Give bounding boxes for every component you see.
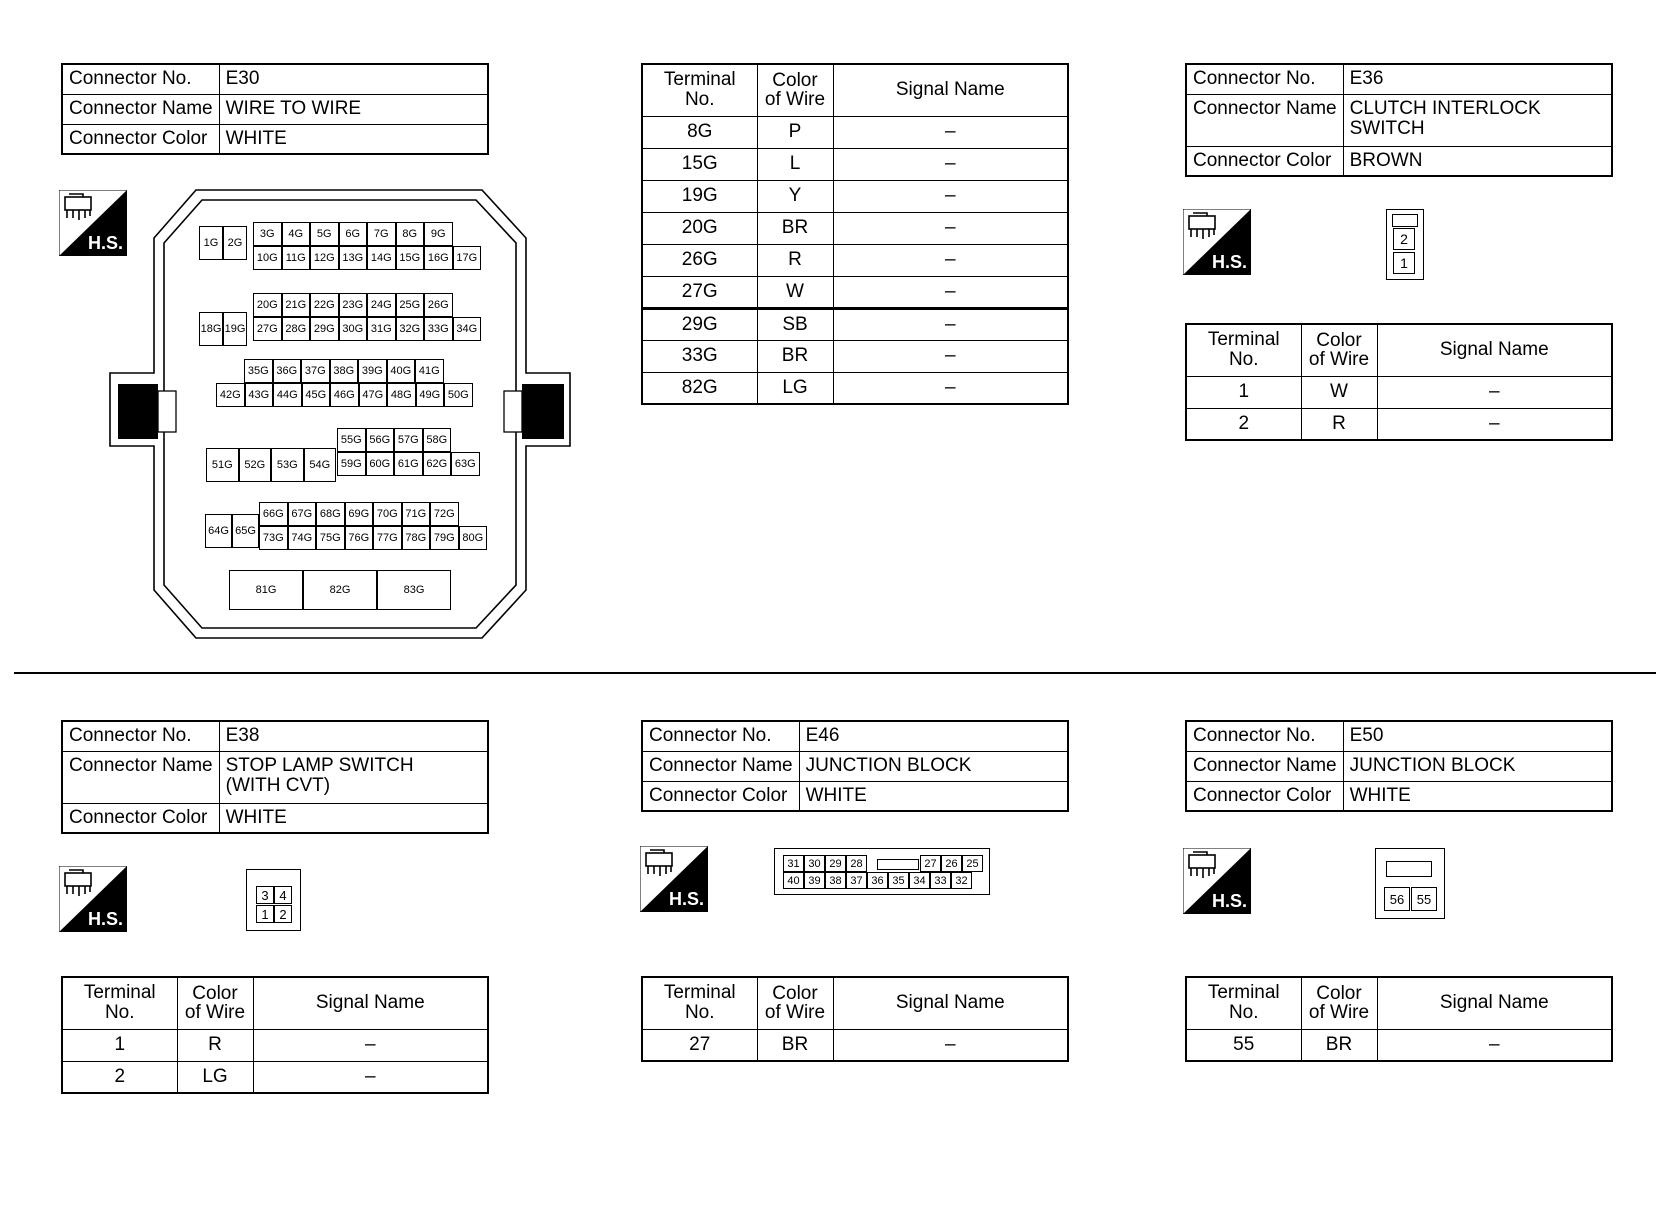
wire-color-cell: LG bbox=[177, 1061, 253, 1093]
signal-name-cell: – bbox=[1377, 408, 1612, 440]
pin-8g: 8G bbox=[396, 222, 425, 246]
pin-45g: 45G bbox=[302, 383, 331, 407]
connector-color-label: Connector Color bbox=[1186, 146, 1343, 176]
terminal-no-cell: 1 bbox=[62, 1029, 177, 1061]
pin-9g: 9G bbox=[424, 222, 453, 246]
pin-39: 39 bbox=[804, 872, 825, 889]
terminal-row bbox=[642, 308, 1068, 340]
pin-67g: 67G bbox=[288, 502, 317, 526]
terminal-row bbox=[642, 180, 1068, 212]
pin-27: 27 bbox=[920, 855, 941, 872]
terminal-row bbox=[62, 1029, 488, 1061]
pin-40: 40 bbox=[783, 872, 804, 889]
connector-name-label: Connector Name bbox=[62, 751, 219, 803]
pin-4g: 4G bbox=[282, 222, 311, 246]
pin-44g: 44G bbox=[273, 383, 302, 407]
wire-color-cell: BR bbox=[757, 340, 833, 372]
terminal-no-header: Terminal No. bbox=[642, 64, 757, 116]
terminal-no-cell: 27G bbox=[642, 276, 757, 308]
pin-68g: 68G bbox=[316, 502, 345, 526]
terminal-no-cell: 55 bbox=[1186, 1029, 1301, 1061]
signal-name-header: Signal Name bbox=[1377, 977, 1612, 1029]
signal-name-cell: – bbox=[833, 244, 1068, 276]
pin-29: 29 bbox=[825, 855, 846, 872]
pin-54g: 54G bbox=[304, 448, 337, 482]
e30-terminal-table bbox=[641, 63, 1069, 405]
wire-color-cell: W bbox=[1301, 376, 1377, 408]
pin-31g: 31G bbox=[367, 317, 396, 341]
wire-color-cell: R bbox=[1301, 408, 1377, 440]
signal-name-cell: – bbox=[1377, 1029, 1612, 1061]
wire-color-cell: R bbox=[757, 244, 833, 276]
signal-name-cell: – bbox=[833, 340, 1068, 372]
pin-2: 2 bbox=[1393, 228, 1415, 250]
pin-36g: 36G bbox=[273, 359, 302, 383]
pin-25: 25 bbox=[962, 855, 983, 872]
pin-65g: 65G bbox=[232, 514, 259, 548]
pin-18g: 18G bbox=[199, 312, 223, 346]
terminal-no-header: Terminal No. bbox=[1186, 324, 1301, 376]
connector-no-value: E38 bbox=[219, 721, 488, 751]
connector-no-value: E30 bbox=[219, 64, 488, 94]
pin-37g: 37G bbox=[301, 359, 330, 383]
e36-connector-face bbox=[1386, 209, 1424, 280]
pin-51g: 51G bbox=[206, 448, 239, 482]
signal-name-cell: – bbox=[833, 180, 1068, 212]
pin-27g: 27G bbox=[253, 317, 282, 341]
pin-3g: 3G bbox=[253, 222, 282, 246]
connector-no-value: E36 bbox=[1343, 64, 1612, 94]
pin-64g: 64G bbox=[205, 514, 232, 548]
pin-33: 33 bbox=[930, 872, 951, 889]
pin-60g: 60G bbox=[366, 452, 395, 476]
pin-82g: 82G bbox=[303, 570, 377, 610]
connector-color-value: WHITE bbox=[219, 124, 488, 154]
signal-name-cell: – bbox=[833, 116, 1068, 148]
terminal-row bbox=[642, 276, 1068, 308]
pin-32: 32 bbox=[951, 872, 972, 889]
terminal-no-cell: 8G bbox=[642, 116, 757, 148]
wire-color-cell: W bbox=[757, 276, 833, 308]
pin-29g: 29G bbox=[310, 317, 339, 341]
signal-name-cell: – bbox=[833, 1029, 1068, 1061]
connector-no-label: Connector No. bbox=[1186, 64, 1343, 94]
terminal-row bbox=[1186, 376, 1612, 408]
terminal-row bbox=[1186, 1029, 1612, 1061]
signal-name-cell: – bbox=[253, 1061, 488, 1093]
terminal-no-cell: 15G bbox=[642, 148, 757, 180]
hs-harness-side-icon: H.S. bbox=[1183, 848, 1251, 914]
pin-15g: 15G bbox=[396, 246, 425, 270]
pin-34: 34 bbox=[909, 872, 930, 889]
signal-name-cell: – bbox=[833, 372, 1068, 404]
pin-42g: 42G bbox=[216, 383, 245, 407]
pin-21g: 21G bbox=[282, 293, 311, 317]
pin-17g: 17G bbox=[453, 246, 482, 270]
pin-33g: 33G bbox=[424, 317, 453, 341]
terminal-row bbox=[642, 372, 1068, 404]
pin-52g: 52G bbox=[239, 448, 272, 482]
pin-73g: 73G bbox=[259, 526, 288, 550]
pin-24g: 24G bbox=[367, 293, 396, 317]
pin-57g: 57G bbox=[394, 428, 423, 452]
e46-connector-face bbox=[774, 848, 990, 895]
pin-11g: 11G bbox=[282, 246, 311, 270]
pin-7g: 7G bbox=[367, 222, 396, 246]
signal-name-cell: – bbox=[833, 276, 1068, 308]
pin-78g: 78G bbox=[402, 526, 431, 550]
e50-terminal-table bbox=[1185, 976, 1613, 1062]
terminal-no-header: Terminal No. bbox=[642, 977, 757, 1029]
e46-info-table bbox=[641, 720, 1069, 812]
connector-no-label: Connector No. bbox=[62, 721, 219, 751]
connector-name-value: JUNCTION BLOCK bbox=[799, 751, 1068, 781]
color-of-wire-header: Color of Wire bbox=[1301, 977, 1377, 1029]
connector-color-label: Connector Color bbox=[62, 124, 219, 154]
pin-20g: 20G bbox=[253, 293, 282, 317]
pin-80g: 80G bbox=[459, 526, 488, 550]
pin-58g: 58G bbox=[423, 428, 452, 452]
terminal-row bbox=[642, 340, 1068, 372]
wire-color-cell: L bbox=[757, 148, 833, 180]
connector-name-label: Connector Name bbox=[1186, 751, 1343, 781]
signal-name-header: Signal Name bbox=[253, 977, 488, 1029]
terminal-no-cell: 29G bbox=[642, 308, 757, 340]
terminal-no-cell: 26G bbox=[642, 244, 757, 276]
pin-32g: 32G bbox=[396, 317, 425, 341]
pin-74g: 74G bbox=[288, 526, 317, 550]
color-of-wire-header: Color of Wire bbox=[757, 64, 833, 116]
connector-color-value: WHITE bbox=[1343, 781, 1612, 811]
pin-53g: 53G bbox=[271, 448, 304, 482]
connector-name-label: Connector Name bbox=[1186, 94, 1343, 146]
color-of-wire-header: Color of Wire bbox=[1301, 324, 1377, 376]
pin-16g: 16G bbox=[424, 246, 453, 270]
pin-13g: 13G bbox=[339, 246, 368, 270]
terminal-no-cell: 27 bbox=[642, 1029, 757, 1061]
hs-harness-side-icon: H.S. bbox=[1183, 209, 1251, 275]
pin-23g: 23G bbox=[339, 293, 368, 317]
pin-56g: 56G bbox=[366, 428, 395, 452]
key-slot bbox=[877, 859, 919, 870]
pin-37: 37 bbox=[846, 872, 867, 889]
pin-39g: 39G bbox=[358, 359, 387, 383]
pin-35g: 35G bbox=[244, 359, 273, 383]
pin-31: 31 bbox=[783, 855, 804, 872]
terminal-row bbox=[1186, 408, 1612, 440]
wire-color-cell: R bbox=[177, 1029, 253, 1061]
terminal-row bbox=[642, 1029, 1068, 1061]
e30-info-table bbox=[61, 63, 489, 155]
wire-color-cell: BR bbox=[1301, 1029, 1377, 1061]
e30-connector-face bbox=[108, 188, 574, 640]
connector-no-value: E46 bbox=[799, 721, 1068, 751]
color-of-wire-header: Color of Wire bbox=[177, 977, 253, 1029]
pin-72g: 72G bbox=[430, 502, 459, 526]
pin-19g: 19G bbox=[223, 312, 247, 346]
pin-40g: 40G bbox=[387, 359, 416, 383]
pin-61g: 61G bbox=[394, 452, 423, 476]
signal-name-cell: – bbox=[253, 1029, 488, 1061]
pin-69g: 69G bbox=[345, 502, 374, 526]
pin-1: 1 bbox=[1393, 252, 1415, 274]
hs-label: H.S. bbox=[87, 233, 123, 253]
connector-name-value: JUNCTION BLOCK bbox=[1343, 751, 1612, 781]
pin-55: 55 bbox=[1411, 887, 1437, 911]
connector-no-value: E50 bbox=[1343, 721, 1612, 751]
section-divider bbox=[14, 672, 1656, 674]
signal-name-cell: – bbox=[833, 212, 1068, 244]
pin-70g: 70G bbox=[373, 502, 402, 526]
wire-color-cell: BR bbox=[757, 1029, 833, 1061]
signal-name-cell: – bbox=[1377, 376, 1612, 408]
wire-color-cell: Y bbox=[757, 180, 833, 212]
pin-75g: 75G bbox=[316, 526, 345, 550]
terminal-row bbox=[62, 1061, 488, 1093]
hs-harness-side-icon: H.S. bbox=[640, 846, 708, 912]
connector-color-value: WHITE bbox=[799, 781, 1068, 811]
pin-5g: 5G bbox=[310, 222, 339, 246]
terminal-no-cell: 19G bbox=[642, 180, 757, 212]
terminal-row bbox=[642, 212, 1068, 244]
connector-no-label: Connector No. bbox=[62, 64, 219, 94]
hs-harness-side-icon: H.S. bbox=[59, 866, 127, 932]
pin-79g: 79G bbox=[430, 526, 459, 550]
terminal-no-cell: 2 bbox=[1186, 408, 1301, 440]
pin-30: 30 bbox=[804, 855, 825, 872]
connector-name-label: Connector Name bbox=[62, 94, 219, 124]
e50-connector-face bbox=[1375, 848, 1445, 919]
e38-info-table bbox=[61, 720, 489, 834]
connector-no-label: Connector No. bbox=[1186, 721, 1343, 751]
terminal-row bbox=[642, 148, 1068, 180]
pin-3: 3 bbox=[256, 886, 274, 904]
pin-30g: 30G bbox=[339, 317, 368, 341]
signal-name-cell: – bbox=[833, 148, 1068, 180]
pin-12g: 12G bbox=[310, 246, 339, 270]
pin-28: 28 bbox=[846, 855, 867, 872]
connector-color-label: Connector Color bbox=[1186, 781, 1343, 811]
e38-connector-face bbox=[246, 869, 301, 931]
pin-66g: 66G bbox=[259, 502, 288, 526]
e50-info-table bbox=[1185, 720, 1613, 812]
signal-name-header: Signal Name bbox=[833, 977, 1068, 1029]
signal-name-header: Signal Name bbox=[833, 64, 1068, 116]
signal-name-header: Signal Name bbox=[1377, 324, 1612, 376]
pin-25g: 25G bbox=[396, 293, 425, 317]
pin-26: 26 bbox=[941, 855, 962, 872]
pin-41g: 41G bbox=[415, 359, 444, 383]
e36-info-table bbox=[1185, 63, 1613, 177]
pin-63g: 63G bbox=[451, 452, 480, 476]
connector-name-value: STOP LAMP SWITCH (WITH CVT) bbox=[219, 751, 488, 803]
pin-46g: 46G bbox=[330, 383, 359, 407]
pin-6g: 6G bbox=[339, 222, 368, 246]
pin-62g: 62G bbox=[423, 452, 452, 476]
connector-color-label: Connector Color bbox=[62, 803, 219, 833]
pin-71g: 71G bbox=[402, 502, 431, 526]
color-of-wire-header: Color of Wire bbox=[757, 977, 833, 1029]
terminal-no-cell: 1 bbox=[1186, 376, 1301, 408]
pin-76g: 76G bbox=[345, 526, 374, 550]
connector-name-value: CLUTCH INTERLOCK SWITCH bbox=[1343, 94, 1612, 146]
wire-color-cell: P bbox=[757, 116, 833, 148]
pin-22g: 22G bbox=[310, 293, 339, 317]
pin-59g: 59G bbox=[337, 452, 366, 476]
pin-38g: 38G bbox=[330, 359, 359, 383]
pin-55g: 55G bbox=[337, 428, 366, 452]
connector-color-value: WHITE bbox=[219, 803, 488, 833]
pin-1: 1 bbox=[256, 905, 274, 923]
pin-4: 4 bbox=[274, 886, 292, 904]
wire-color-cell: LG bbox=[757, 372, 833, 404]
pin-26g: 26G bbox=[424, 293, 453, 317]
pin-14g: 14G bbox=[367, 246, 396, 270]
connector-name-label: Connector Name bbox=[642, 751, 799, 781]
signal-name-cell: – bbox=[833, 308, 1068, 340]
pin-38: 38 bbox=[825, 872, 846, 889]
terminal-no-cell: 2 bbox=[62, 1061, 177, 1093]
pin-2: 2 bbox=[274, 905, 292, 923]
pin-36: 36 bbox=[867, 872, 888, 889]
pin-28g: 28G bbox=[282, 317, 311, 341]
terminal-no-cell: 82G bbox=[642, 372, 757, 404]
pin-83g: 83G bbox=[377, 570, 451, 610]
e38-terminal-table bbox=[61, 976, 489, 1094]
pin-35: 35 bbox=[888, 872, 909, 889]
pin-2g: 2G bbox=[223, 226, 247, 260]
pin-34g: 34G bbox=[453, 317, 482, 341]
e46-terminal-table bbox=[641, 976, 1069, 1062]
pin-1g: 1G bbox=[199, 226, 223, 260]
pin-47g: 47G bbox=[359, 383, 388, 407]
terminal-no-header: Terminal No. bbox=[1186, 977, 1301, 1029]
pin-49g: 49G bbox=[416, 383, 445, 407]
pin-81g: 81G bbox=[229, 570, 303, 610]
wire-color-cell: SB bbox=[757, 308, 833, 340]
terminal-row bbox=[642, 116, 1068, 148]
pin-77g: 77G bbox=[373, 526, 402, 550]
pin-56: 56 bbox=[1384, 887, 1410, 911]
connector-color-value: BROWN bbox=[1343, 146, 1612, 176]
terminal-no-cell: 20G bbox=[642, 212, 757, 244]
wire-color-cell: BR bbox=[757, 212, 833, 244]
e36-terminal-table bbox=[1185, 323, 1613, 441]
pin-48g: 48G bbox=[387, 383, 416, 407]
terminal-no-header: Terminal No. bbox=[62, 977, 177, 1029]
connector-name-value: WIRE TO WIRE bbox=[219, 94, 488, 124]
pin-50g: 50G bbox=[444, 383, 473, 407]
connector-color-label: Connector Color bbox=[642, 781, 799, 811]
connector-no-label: Connector No. bbox=[642, 721, 799, 751]
pin-10g: 10G bbox=[253, 246, 282, 270]
pin-43g: 43G bbox=[245, 383, 274, 407]
terminal-no-cell: 33G bbox=[642, 340, 757, 372]
terminal-row bbox=[642, 244, 1068, 276]
